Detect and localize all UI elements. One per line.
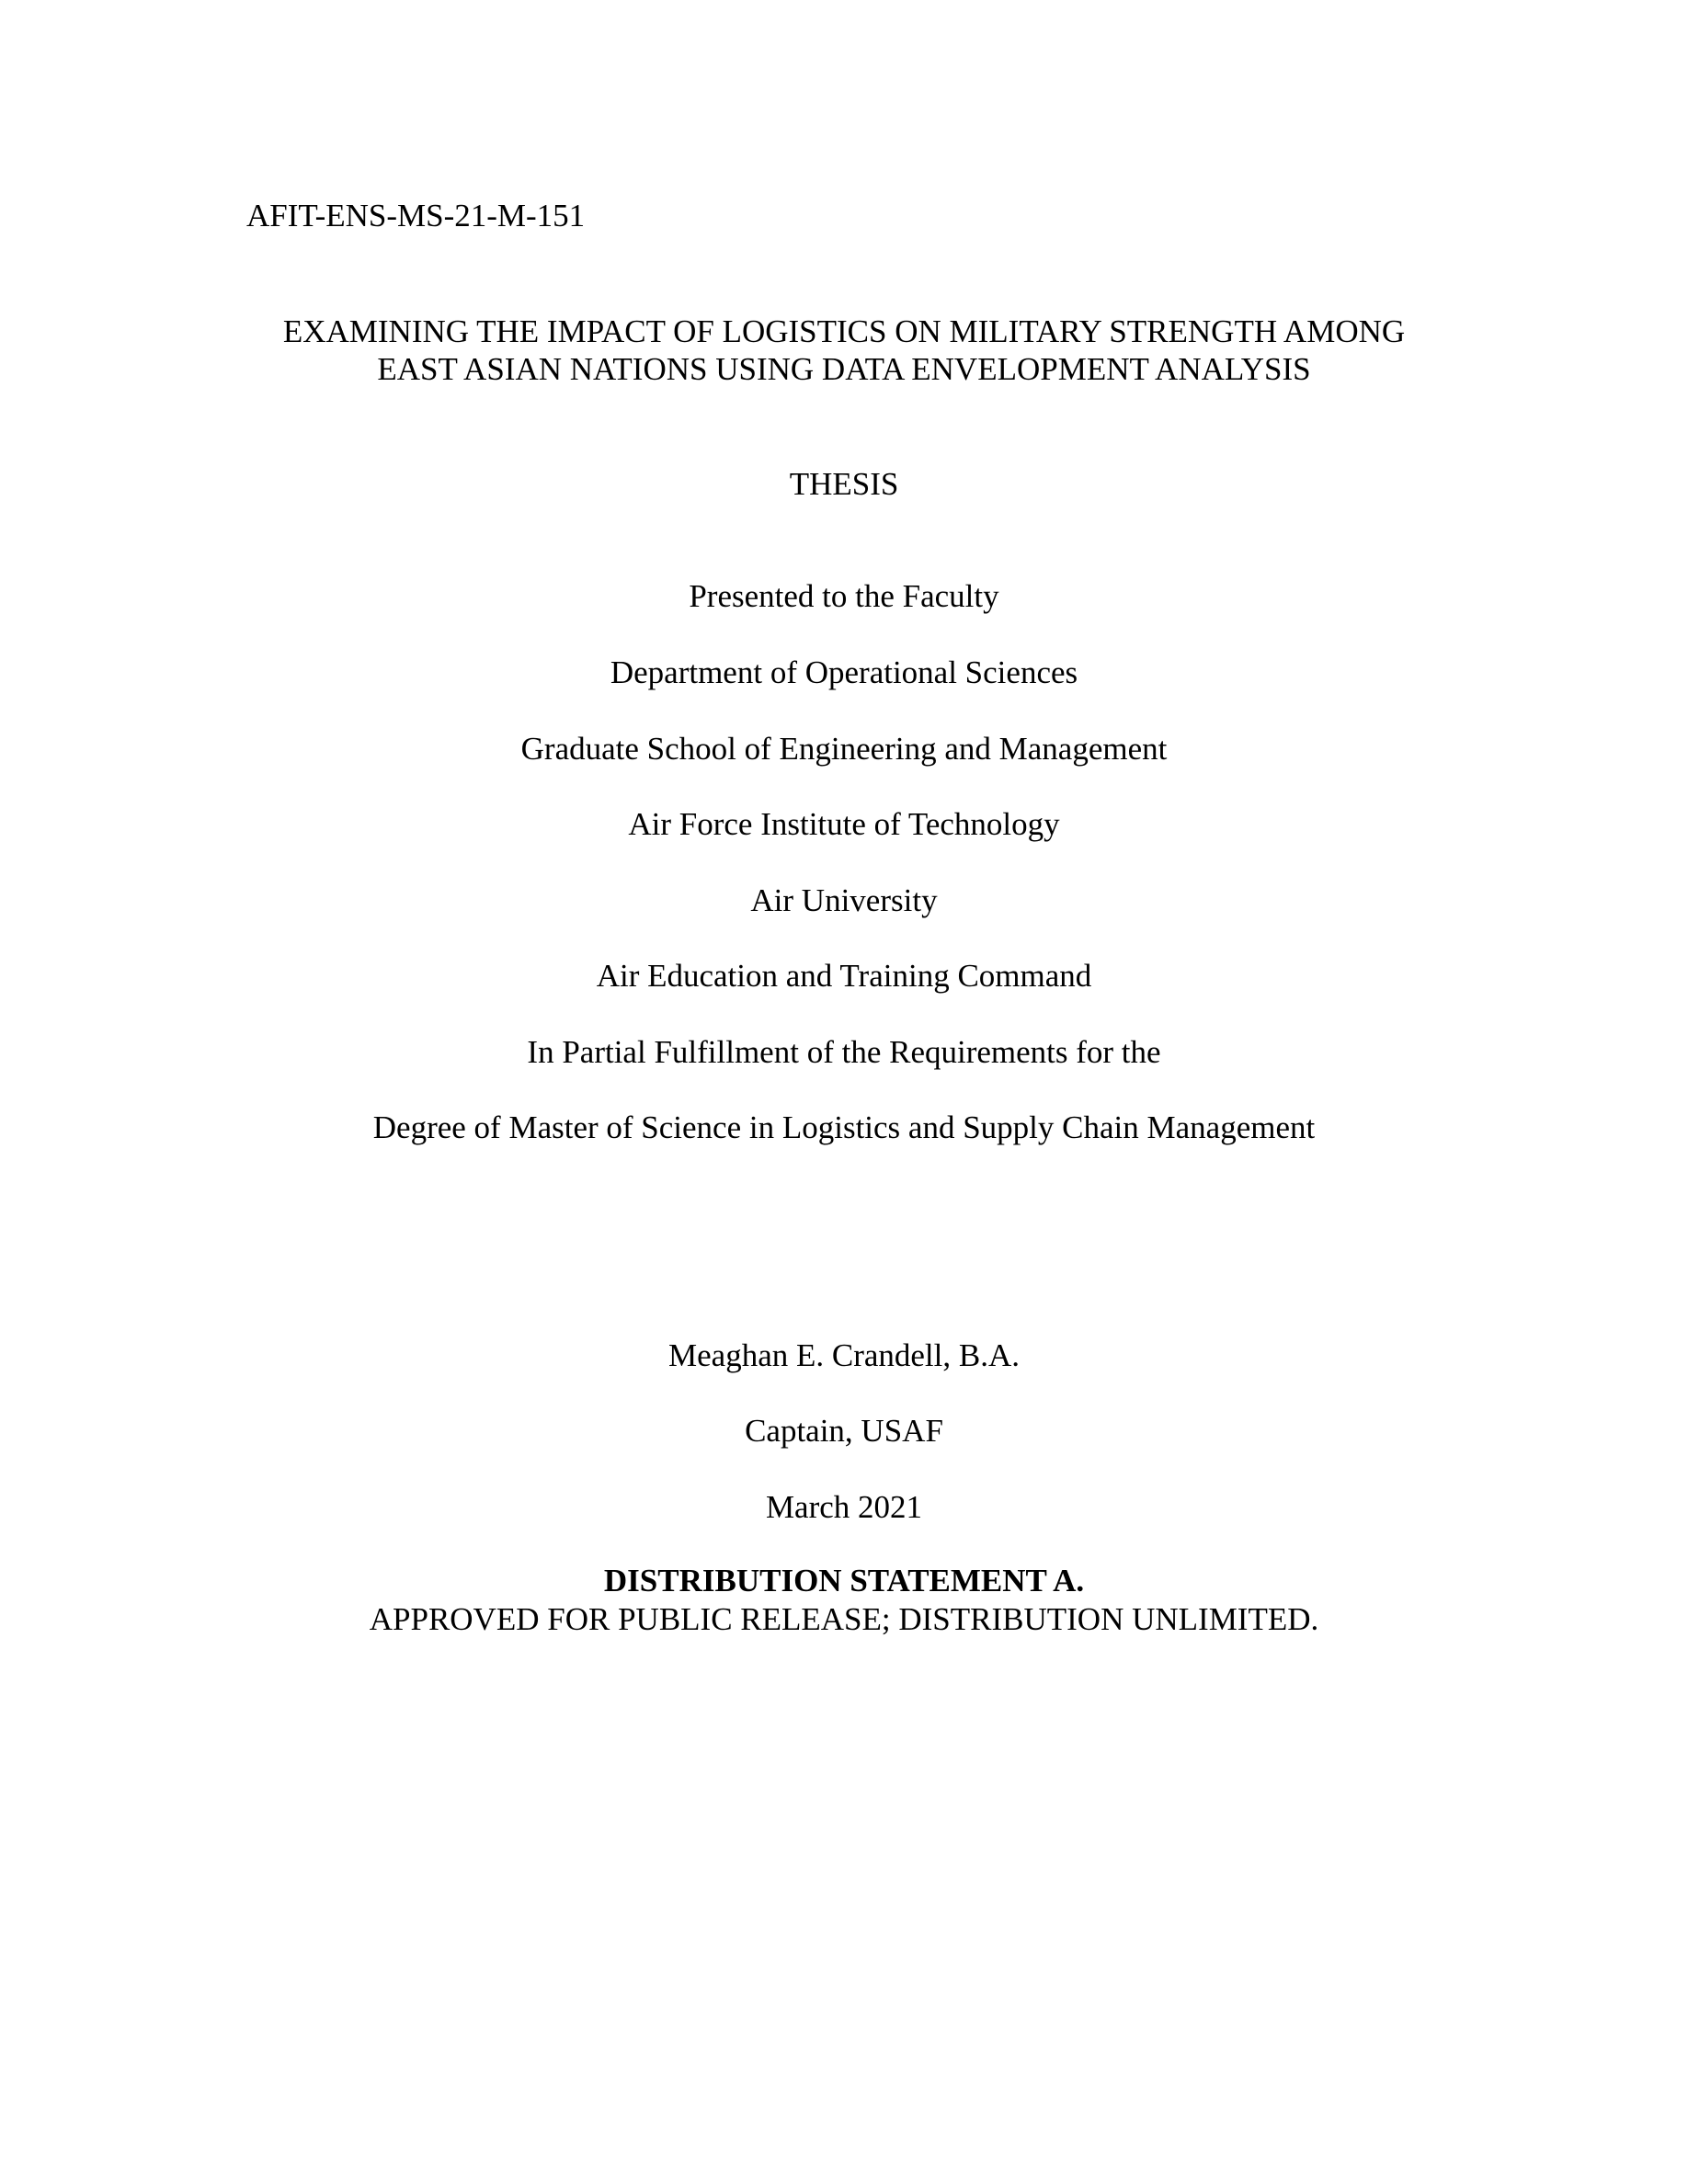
document-id: AFIT-ENS-MS-21-M-151 — [246, 198, 586, 233]
author-name: Meaghan E. Crandell, B.A. — [668, 1337, 1020, 1373]
command-line: Air Education and Training Command — [596, 958, 1092, 994]
institute-line: Air Force Institute of Technology — [628, 806, 1060, 842]
author-rank: Captain, USAF — [745, 1413, 943, 1449]
title-line-2: EAST ASIAN NATIONS USING DATA ENVELOPMENT ANALYSIS — [377, 351, 1311, 387]
distribution-heading: DISTRIBUTION STATEMENT A. — [603, 1563, 1085, 1598]
degree-line: Degree of Master of Science in Logistics and Supply Chain Management — [372, 1109, 1316, 1145]
submission-date: March 2021 — [765, 1489, 923, 1525]
document-type: THESIS — [789, 466, 899, 502]
graduate-school-line: Graduate School of Engineering and Management — [520, 731, 1168, 767]
university-line: Air University — [750, 882, 938, 918]
distribution-text: APPROVED FOR PUBLIC RELEASE; DISTRIBUTION UNLIMITED. — [369, 1601, 1319, 1637]
department-line: Department of Operational Sciences — [610, 654, 1078, 690]
title-line-1: EXAMINING THE IMPACT OF LOGISTICS ON MILITARY STRENGTH AMONG — [282, 313, 1406, 349]
fulfillment-line: In Partial Fulfillment of the Requirements for the — [527, 1034, 1161, 1070]
presented-to-line: Presented to the Faculty — [689, 578, 999, 614]
